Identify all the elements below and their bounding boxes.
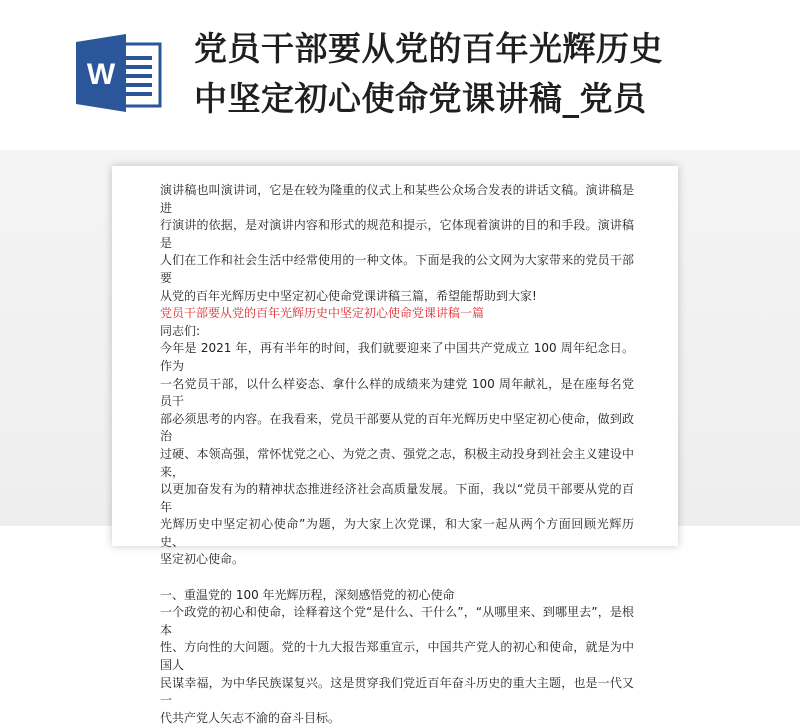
text-line: 今年是 2021 年，再有半年的时间，我们就要迎来了中国共产党成立 100 周年纪念日。作为	[160, 341, 634, 373]
text-line: 性、方向性的大问题。党的十九大报告郑重宣示，中国共产党人的初心和使命，就是为中国人	[160, 640, 634, 673]
header-banner	[0, 0, 800, 150]
salutation: 同志们:	[160, 323, 201, 338]
word-document-icon	[76, 34, 164, 112]
text-line: 坚定初心使命。	[160, 552, 245, 567]
document-page	[112, 166, 678, 725]
document-body	[160, 182, 634, 727]
text-line: 以更加奋发有为的精神状态推进经济社会高质量发展。下面，我以“党员干部要从党的百年	[160, 482, 634, 514]
text-line: 光辉历史中坚定初心使命”为题，为大家上次党课，和大家一起从两个方面回顾光辉历史、	[160, 517, 634, 549]
title-line: 中坚定初心使命党课讲稿_党员	[194, 79, 647, 118]
article-heading: 党员干部要从党的百年光辉历史中坚定初心使命党课讲稿一篇	[160, 306, 485, 321]
text-line: 代共产党人矢志不渝的奋斗目标。	[160, 710, 341, 725]
section-heading: 一、重温党的 100 年光辉历程，深刻感悟党的初心使命	[160, 587, 455, 602]
text-line: 一名党员干部，以什么样姿态、拿什么样的成绩来为建党 100 周年献礼，是在座每名党员干	[160, 376, 634, 409]
title-line: 党员干部要从党的百年光辉历史	[194, 29, 663, 68]
text-line: 一个政党的初心和使命，诠释着这个党“是什么、干什么”，“从哪里来、到哪里去”，是根本	[160, 605, 634, 637]
page-title	[194, 24, 784, 124]
paragraph-gap	[160, 569, 634, 587]
text-line: 演讲稿也叫演讲词，它是在较为隆重的仪式上和某些公众场合发表的讲话文稿。演讲稿是进	[160, 183, 634, 215]
word-icon-letter: W	[86, 58, 116, 91]
text-line: 部必须思考的内容。在我看来，党员干部要从党的百年光辉历史中坚定初心使命，做到政治	[160, 411, 634, 444]
text-line: 民谋幸福，为中华民族谋复兴。这是贯穿我们党近百年奋斗历史的重大主题，也是一代又一	[160, 675, 634, 708]
text-line: 从党的百年光辉历史中坚定初心使命党课讲稿三篇，希望能帮助到大家!	[160, 288, 537, 303]
text-line: 行演讲的依据，是对演讲内容和形式的规范和提示，它体现着演讲的目的和手段。演讲稿是	[160, 218, 634, 250]
text-line: 过硬、本领高强，常怀忧党之心、为党之责、强党之志，积极主动投身到社会主义建设中来，	[160, 446, 634, 479]
text-line: 人们在工作和社会生活中经常使用的一种文体。下面是我的公文网为大家带来的党员干部要	[160, 253, 634, 285]
